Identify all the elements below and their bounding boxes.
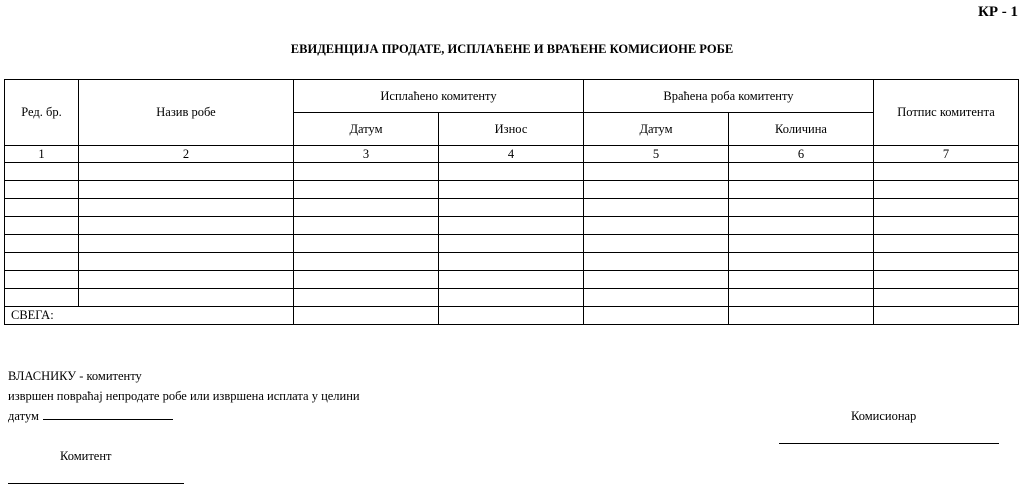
table-cell[interactable]: [5, 181, 79, 199]
komisionar-signature-line[interactable]: [779, 443, 999, 444]
column-number: 7: [874, 146, 1019, 163]
total-cell[interactable]: [584, 307, 729, 325]
table-cell[interactable]: [729, 235, 874, 253]
total-cell[interactable]: [729, 307, 874, 325]
total-cell[interactable]: [874, 307, 1019, 325]
table-row: [5, 163, 1019, 181]
column-number: 2: [79, 146, 294, 163]
komitent-label: Комитент: [60, 449, 112, 463]
page-title: ЕВИДЕНЦИЈА ПРОДАТЕ, ИСПЛАЋЕНЕ И ВРАЋЕНЕ КОМИСИОНЕ РОБЕ: [290, 42, 734, 56]
table-cell[interactable]: [729, 271, 874, 289]
table-cell[interactable]: [79, 253, 294, 271]
table-cell[interactable]: [729, 163, 874, 181]
table-cell[interactable]: [874, 217, 1019, 235]
table-cell[interactable]: [584, 289, 729, 307]
table-cell[interactable]: [79, 289, 294, 307]
table-cell[interactable]: [584, 181, 729, 199]
table-row: [5, 217, 1019, 235]
table-cell[interactable]: [874, 199, 1019, 217]
table-cell[interactable]: [584, 235, 729, 253]
header-potpis: Потпис комитента: [874, 80, 1019, 146]
column-number: 1: [5, 146, 79, 163]
table-cell[interactable]: [584, 271, 729, 289]
total-cell[interactable]: [439, 307, 584, 325]
table-row: [5, 199, 1019, 217]
table-cell[interactable]: [294, 217, 439, 235]
table-cell[interactable]: [439, 253, 584, 271]
table-cell[interactable]: [439, 217, 584, 235]
table-cell[interactable]: [79, 199, 294, 217]
table-cell[interactable]: [584, 163, 729, 181]
column-number-row: [5, 146, 1019, 163]
header-red-br: Ред. бр.: [5, 80, 79, 146]
table-cell[interactable]: [729, 217, 874, 235]
table-cell[interactable]: [874, 163, 1019, 181]
total-cell[interactable]: [294, 307, 439, 325]
table-cell[interactable]: [79, 217, 294, 235]
date-field: [8, 409, 173, 424]
table-cell[interactable]: [584, 217, 729, 235]
table-cell[interactable]: [584, 253, 729, 271]
column-number: 5: [584, 146, 729, 163]
header-vr-kolicina: Количина: [729, 113, 874, 146]
table-cell[interactable]: [439, 289, 584, 307]
header-vracena-group: Враћена роба комитенту: [584, 80, 874, 113]
total-row: [5, 307, 1019, 325]
table-cell[interactable]: [439, 235, 584, 253]
table-cell[interactable]: [79, 235, 294, 253]
table-cell[interactable]: [5, 217, 79, 235]
table-cell[interactable]: [294, 289, 439, 307]
table-row: [5, 253, 1019, 271]
table-cell[interactable]: [5, 271, 79, 289]
table-cell[interactable]: [874, 181, 1019, 199]
table-cell[interactable]: [5, 235, 79, 253]
header-vr-datum: Датум: [584, 113, 729, 146]
table-cell[interactable]: [79, 163, 294, 181]
table-cell[interactable]: [729, 181, 874, 199]
table-cell[interactable]: [294, 235, 439, 253]
header-row-1: [5, 80, 1019, 113]
table-row: [5, 289, 1019, 307]
table-cell[interactable]: [874, 271, 1019, 289]
column-number: 3: [294, 146, 439, 163]
evidence-table: [4, 79, 1019, 325]
table-cell[interactable]: [294, 199, 439, 217]
table-cell[interactable]: [294, 163, 439, 181]
table-cell[interactable]: [294, 253, 439, 271]
komisionar-label: Комисионар: [851, 409, 917, 423]
form-code: КР - 1: [977, 4, 1018, 20]
table-cell[interactable]: [79, 181, 294, 199]
header-naziv-robe: Назив робе: [79, 80, 294, 146]
table-cell[interactable]: [5, 163, 79, 181]
table-cell[interactable]: [294, 181, 439, 199]
table-cell[interactable]: [439, 181, 584, 199]
table-cell[interactable]: [294, 271, 439, 289]
table-row: [5, 235, 1019, 253]
table-cell[interactable]: [584, 199, 729, 217]
date-input-line[interactable]: [43, 409, 173, 420]
table-cell[interactable]: [729, 199, 874, 217]
table-cell[interactable]: [439, 271, 584, 289]
table-cell[interactable]: [5, 289, 79, 307]
table-cell[interactable]: [874, 289, 1019, 307]
date-label: датум: [8, 409, 39, 423]
komitent-signature-line[interactable]: [8, 483, 184, 484]
total-label: СВЕГА:: [5, 307, 294, 325]
column-number: 6: [729, 146, 874, 163]
owner-label: ВЛАСНИКУ - комитенту: [8, 369, 142, 383]
table-cell[interactable]: [729, 289, 874, 307]
table-cell[interactable]: [874, 235, 1019, 253]
column-number: 4: [439, 146, 584, 163]
header-isp-iznos: Износ: [439, 113, 584, 146]
table-row: [5, 271, 1019, 289]
table-row: [5, 181, 1019, 199]
header-isplaceno-group: Исплаћено комитенту: [294, 80, 584, 113]
table-cell[interactable]: [79, 271, 294, 289]
return-statement: извршен повраћај непродате робе или извршена исплата у целини: [8, 389, 360, 403]
header-isp-datum: Датум: [294, 113, 439, 146]
table-cell[interactable]: [5, 199, 79, 217]
table-cell[interactable]: [439, 199, 584, 217]
table-cell[interactable]: [5, 253, 79, 271]
table-cell[interactable]: [439, 163, 584, 181]
table-cell[interactable]: [729, 253, 874, 271]
table-cell[interactable]: [874, 253, 1019, 271]
